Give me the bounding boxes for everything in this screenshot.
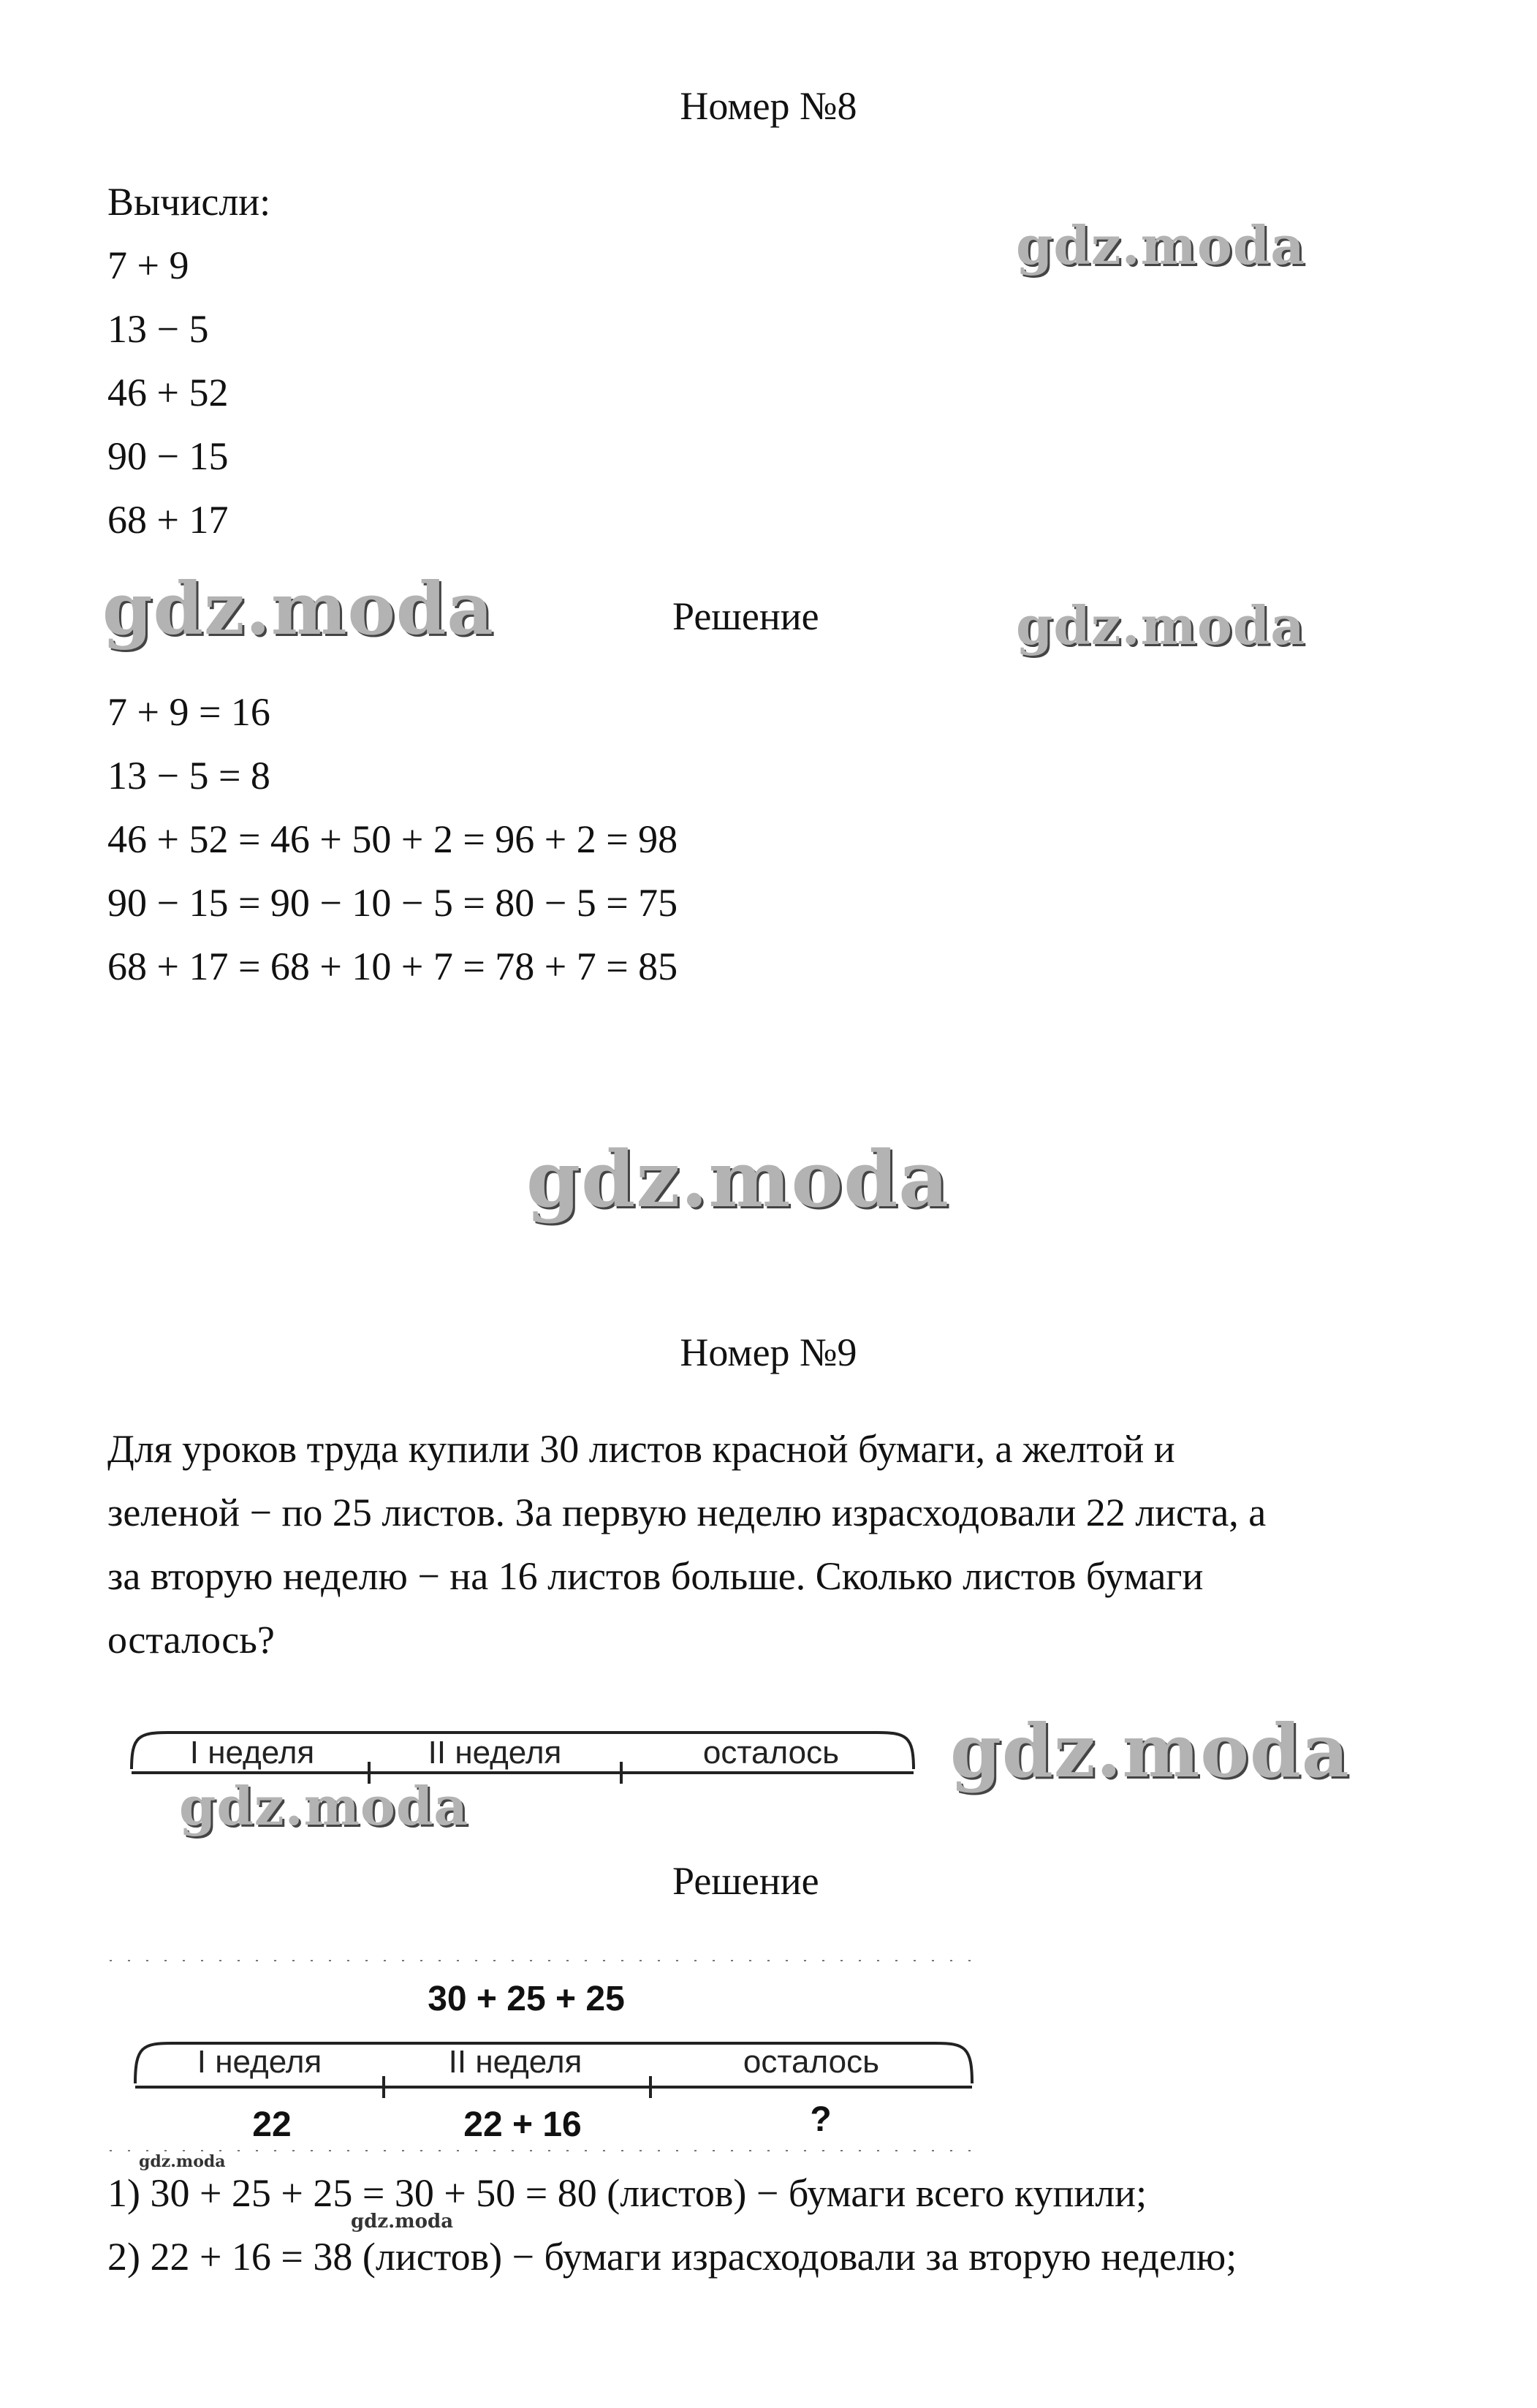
watermark: gdz.moda — [102, 567, 494, 651]
exercise-line: 68 + 17 — [107, 498, 229, 542]
watermark: gdz.moda — [1016, 214, 1305, 276]
solution-step: 1) 30 + 25 + 25 = 30 + 50 = 80 (листов) − бумаги всего купили; — [107, 2171, 1147, 2215]
solution-line: 46 + 52 = 46 + 50 + 2 = 96 + 2 = 98 — [107, 817, 678, 861]
problem-9-text-line: зеленой − по 25 листов. За первую неделю израсходовали 22 листа, а — [107, 1491, 1267, 1534]
segment-label-week2: II неделя — [428, 1735, 562, 1771]
exercise-line: 46 + 52 — [107, 371, 229, 414]
watermark: gdz.moda — [1016, 594, 1305, 656]
watermark: gdz.moda — [179, 1775, 468, 1837]
problem-9-solution-heading: Решение — [672, 1859, 819, 1903]
exercise-line: 13 − 5 — [107, 307, 209, 351]
watermark: gdz.moda — [950, 1708, 1350, 1794]
solution-segment-label-week1: I неделя — [197, 2044, 322, 2080]
solution-segment-label-remaining: осталось — [743, 2044, 880, 2080]
value-week2: 22 + 16 — [463, 2105, 582, 2144]
watermark-small: gdz.moda — [139, 2152, 226, 2171]
top-total-label: 30 + 25 + 25 — [428, 1980, 625, 2018]
problem-9-text-line: за вторую неделю − на 16 листов больше. Сколько листов бумаги — [107, 1554, 1204, 1598]
problem-9-solution-diagram — [110, 1945, 987, 2164]
value-remaining: ? — [810, 2100, 832, 2139]
exercise-line: 7 + 9 — [107, 243, 189, 287]
segment-label-remaining: осталось — [702, 1735, 840, 1771]
watermark-small: gdz.moda — [351, 2211, 454, 2233]
solution-line: 7 + 9 = 16 — [107, 690, 270, 734]
solution-line: 90 − 15 = 90 − 10 − 5 = 80 − 5 = 75 — [107, 881, 678, 925]
exercise-line: 90 − 15 — [107, 434, 229, 478]
solution-segment-label-week2: II неделя — [448, 2044, 582, 2080]
problem-9-title: Номер №9 — [680, 1330, 857, 1374]
solution-line: 13 − 5 = 8 — [107, 754, 270, 798]
problem-9-text-line: Для уроков труда купили 30 листов красной бумаги, а желтой и — [107, 1427, 1175, 1471]
solution-step: 2) 22 + 16 = 38 (листов) − бумаги израсходовали за вторую неделю; — [107, 2235, 1237, 2279]
problem-8-title: Номер №8 — [680, 84, 857, 128]
solution-line: 68 + 17 = 68 + 10 + 7 = 78 + 7 = 85 — [107, 944, 678, 988]
problem-8-solution-heading: Решение — [672, 594, 819, 638]
segment-label-week1: I неделя — [189, 1735, 315, 1771]
problem-9-text-line: осталось? — [107, 1618, 275, 1662]
watermark: gdz.moda — [526, 1133, 949, 1224]
value-week1: 22 — [252, 2105, 292, 2144]
problem-8-prompt: Вычисли: — [107, 180, 271, 224]
